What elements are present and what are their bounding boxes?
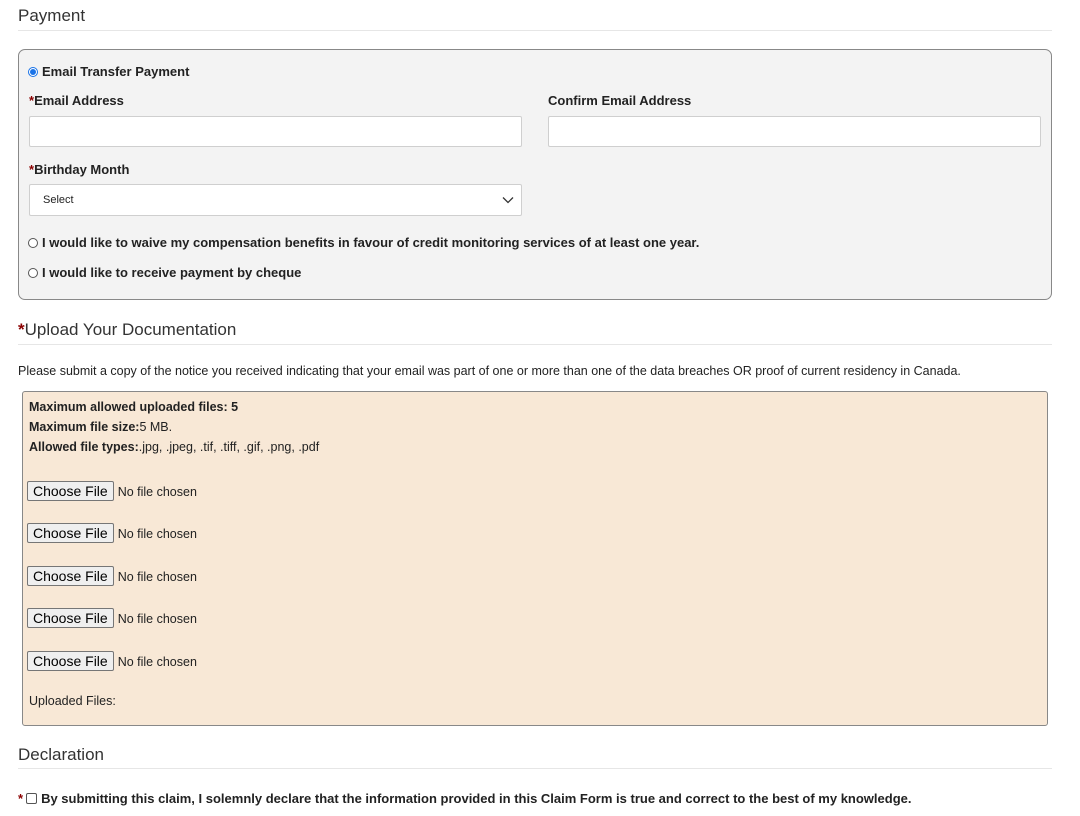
waive-radio[interactable] [28,238,38,248]
cheque-radio[interactable] [28,268,38,278]
file-input-5[interactable] [27,651,197,671]
email-transfer-option[interactable] [28,64,189,79]
no-file-text: No file chosen [117,527,197,541]
max-size-value: 5 MB. [139,420,173,434]
birthday-month-select[interactable] [29,184,522,216]
divider [18,768,1052,769]
email-input[interactable] [29,116,522,147]
choose-file-button[interactable]: Choose File [27,481,114,501]
birthday-month-label-text: Birthday Month [34,162,130,177]
confirm-email-label: Confirm Email Address [548,93,692,108]
declaration-checkbox[interactable] [26,793,37,804]
no-file-text: No file chosen [117,655,197,669]
birthday-month-label [29,162,129,177]
declaration-row[interactable] [18,791,912,806]
required-marker: * [29,162,35,177]
birthday-month-value: Select [43,194,74,206]
chevron-down-icon [501,193,515,207]
max-files-label: Maximum allowed uploaded files: 5 [29,400,239,414]
max-size-label: Maximum file size: [29,420,140,434]
max-size-info [29,420,172,434]
choose-file-button[interactable]: Choose File [27,566,114,586]
confirm-email-input[interactable] [548,116,1041,147]
no-file-text: No file chosen [117,485,197,499]
max-files-info [29,400,238,414]
file-types-label: Allowed file types: [29,440,139,454]
cheque-option[interactable] [28,265,301,280]
upload-section-title [18,320,236,340]
email-transfer-radio[interactable] [28,67,38,77]
file-input-2[interactable] [27,523,197,543]
file-input-4[interactable] [27,608,197,628]
waive-label: I would like to waive my compensation benefits in favour of credit monitoring services of at least one year. [42,235,700,250]
choose-file-button[interactable]: Choose File [27,651,114,671]
email-address-label-text: Email Address [34,93,124,108]
choose-file-button[interactable]: Choose File [27,523,114,543]
divider [18,30,1052,31]
payment-panel [18,49,1052,300]
no-file-text: No file chosen [117,570,197,584]
file-input-1[interactable] [27,481,197,501]
uploaded-files-label: Uploaded Files: [29,694,116,708]
declaration-text: By submitting this claim, I solemnly declare that the information provided in this Claim Form is true and correct to the best of my knowledge. [41,791,912,806]
file-types-value: .jpg, .jpeg, .tif, .tiff, .gif, .png, .pdf [138,440,320,454]
upload-section-title-text: Upload Your Documentation [24,320,237,339]
declaration-section-title: Declaration [18,745,104,764]
email-address-label [29,93,124,108]
divider [18,344,1052,345]
cheque-label: I would like to receive payment by cheque [42,265,302,280]
waive-option[interactable] [28,235,699,250]
file-types-info [29,440,319,454]
required-marker: * [18,320,25,339]
choose-file-button[interactable]: Choose File [27,608,114,628]
email-transfer-label: Email Transfer Payment [42,64,190,79]
required-marker: * [18,791,24,806]
no-file-text: No file chosen [117,612,197,626]
file-input-3[interactable] [27,566,197,586]
payment-section-title: Payment [18,6,86,25]
upload-help-text: Please submit a copy of the notice you received indicating that your email was part of one or more than one of the data breaches OR proof of current residency in Canada. [18,364,961,378]
required-marker: * [29,93,35,108]
upload-panel [22,391,1048,726]
